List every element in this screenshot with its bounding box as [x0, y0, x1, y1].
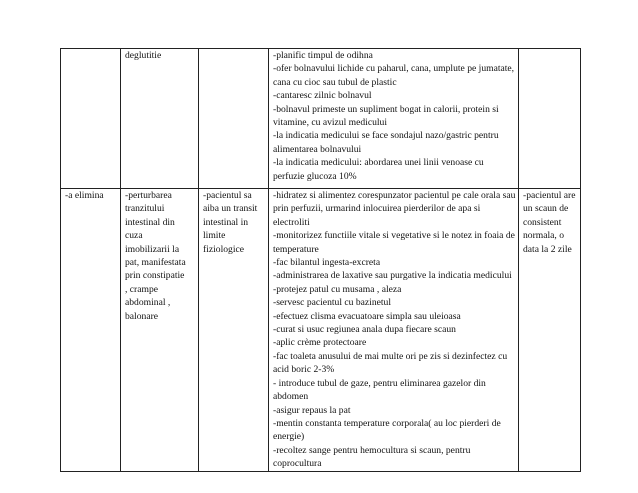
cell-need: [61, 49, 121, 189]
cell-text: -pacientul are: [523, 190, 576, 201]
cell-text: perfuzie glucoza 10%: [273, 170, 357, 182]
cell-text: fiziologice: [203, 243, 245, 255]
cell-text: deglutitie: [125, 50, 162, 61]
cell-text: -a elimina: [65, 190, 104, 201]
cell-text: -pacientul sa: [203, 190, 252, 201]
cell-text: prin perfuzii, urmarind inlocuirea pierderilor de apa si: [273, 203, 481, 215]
cell-text: prin constipatie: [125, 270, 185, 282]
cell-text: -ofer bolnavului lichide cu paharul, cana, umplute pe jumatate,: [273, 63, 515, 75]
cell-text: -la indicatia medicului se face sondajul nazo/gastric pentru: [273, 130, 499, 142]
cell-text: -hidratez si alimentez corespunzator pacientul pe cale orala sau: [273, 190, 516, 201]
cell-text: imobilizarii la: [125, 243, 180, 255]
cell-evaluation: [519, 49, 581, 189]
cell-text: normala, o: [523, 230, 565, 242]
table-row: [61, 189, 581, 472]
cell-text: -cantaresc zilnic bolnavul: [273, 90, 372, 102]
cell-text: balonare: [125, 310, 159, 322]
cell-objective: [199, 189, 269, 472]
cell-text: -servesc pacientul cu bazinetul: [273, 297, 392, 309]
table-row: [61, 49, 581, 189]
cell-text: -asigur repaus la pat: [273, 404, 351, 416]
cell-text: - introduce tubul de gaze, pentru eliminarea gazelor din: [273, 377, 486, 389]
cell-text: -fac bilantul ingesta-excreta: [273, 257, 381, 269]
cell-problem: [121, 189, 199, 472]
cell-text: -planific timpul de odihna: [273, 50, 373, 61]
cell-text: energie): [273, 431, 305, 443]
cell-text: limite: [203, 230, 226, 242]
cell-interventions: [269, 49, 519, 189]
cell-text: abdomen: [273, 391, 309, 403]
care-plan-table: [60, 48, 581, 472]
cell-text: -bolnavul primeste un supliment bogat in calorii, protein si: [273, 103, 499, 115]
cell-need: [61, 189, 121, 472]
cell-interventions: [269, 189, 519, 472]
cell-text: -la indicatia medicului: abordarea unei linii venoase cu: [273, 157, 484, 169]
cell-objective: [199, 49, 269, 189]
cell-text: un scaun de: [523, 203, 569, 215]
cell-problem: [121, 49, 199, 189]
cell-text: temperature: [273, 243, 319, 255]
cell-evaluation: [519, 189, 581, 472]
cell-text: -aplic crème protectoare: [273, 337, 367, 349]
cell-text: data la 2 zile: [523, 243, 572, 255]
cell-text: -monitorizez functiile vitale si vegetative si le notez in foaia de: [273, 230, 515, 242]
cell-text: -recoltez sange pentru hemocultura si scaun, pentru: [273, 444, 471, 456]
cell-text: electroliti: [273, 216, 310, 228]
cell-text: -administrarea de laxative sau purgative la indicatia medicului: [273, 270, 512, 282]
cell-text: -mentin constanta temperature corporala( au loc pierderi de: [273, 417, 501, 429]
cell-text: -efectuez clisma evacuatoare simpla sau uleioasa: [273, 310, 461, 322]
cell-text: -protejez patul cu musama , aleza: [273, 283, 402, 295]
cell-text: cana cu cioc sau tubul de plastic: [273, 76, 397, 88]
cell-text: cuza: [125, 230, 143, 242]
cell-text: alimentarea bolnavului: [273, 143, 362, 155]
cell-text: consistent: [523, 216, 562, 228]
cell-text: -perturbarea: [125, 190, 172, 201]
cell-text: -fac toaleta anusului de mai multe ori pe zis si dezinfectez cu: [273, 350, 508, 362]
cell-text: aiba un transit: [203, 203, 258, 215]
cell-text: coprocultura: [273, 458, 322, 470]
cell-text: abdominal ,: [125, 297, 171, 309]
cell-text: intestinal in: [203, 216, 249, 228]
cell-text: intestinal din: [125, 216, 175, 228]
cell-text: tranzitului: [125, 203, 165, 215]
cell-text: -curat si usuc regiunea anala dupa fiecare scaun: [273, 324, 456, 336]
cell-text: pat, manifestata: [125, 257, 186, 269]
cell-text: acid boric 2-3%: [273, 364, 335, 376]
cell-text: , crampe: [125, 283, 159, 295]
cell-text: vitamine, cu avizul medicului: [273, 117, 388, 129]
